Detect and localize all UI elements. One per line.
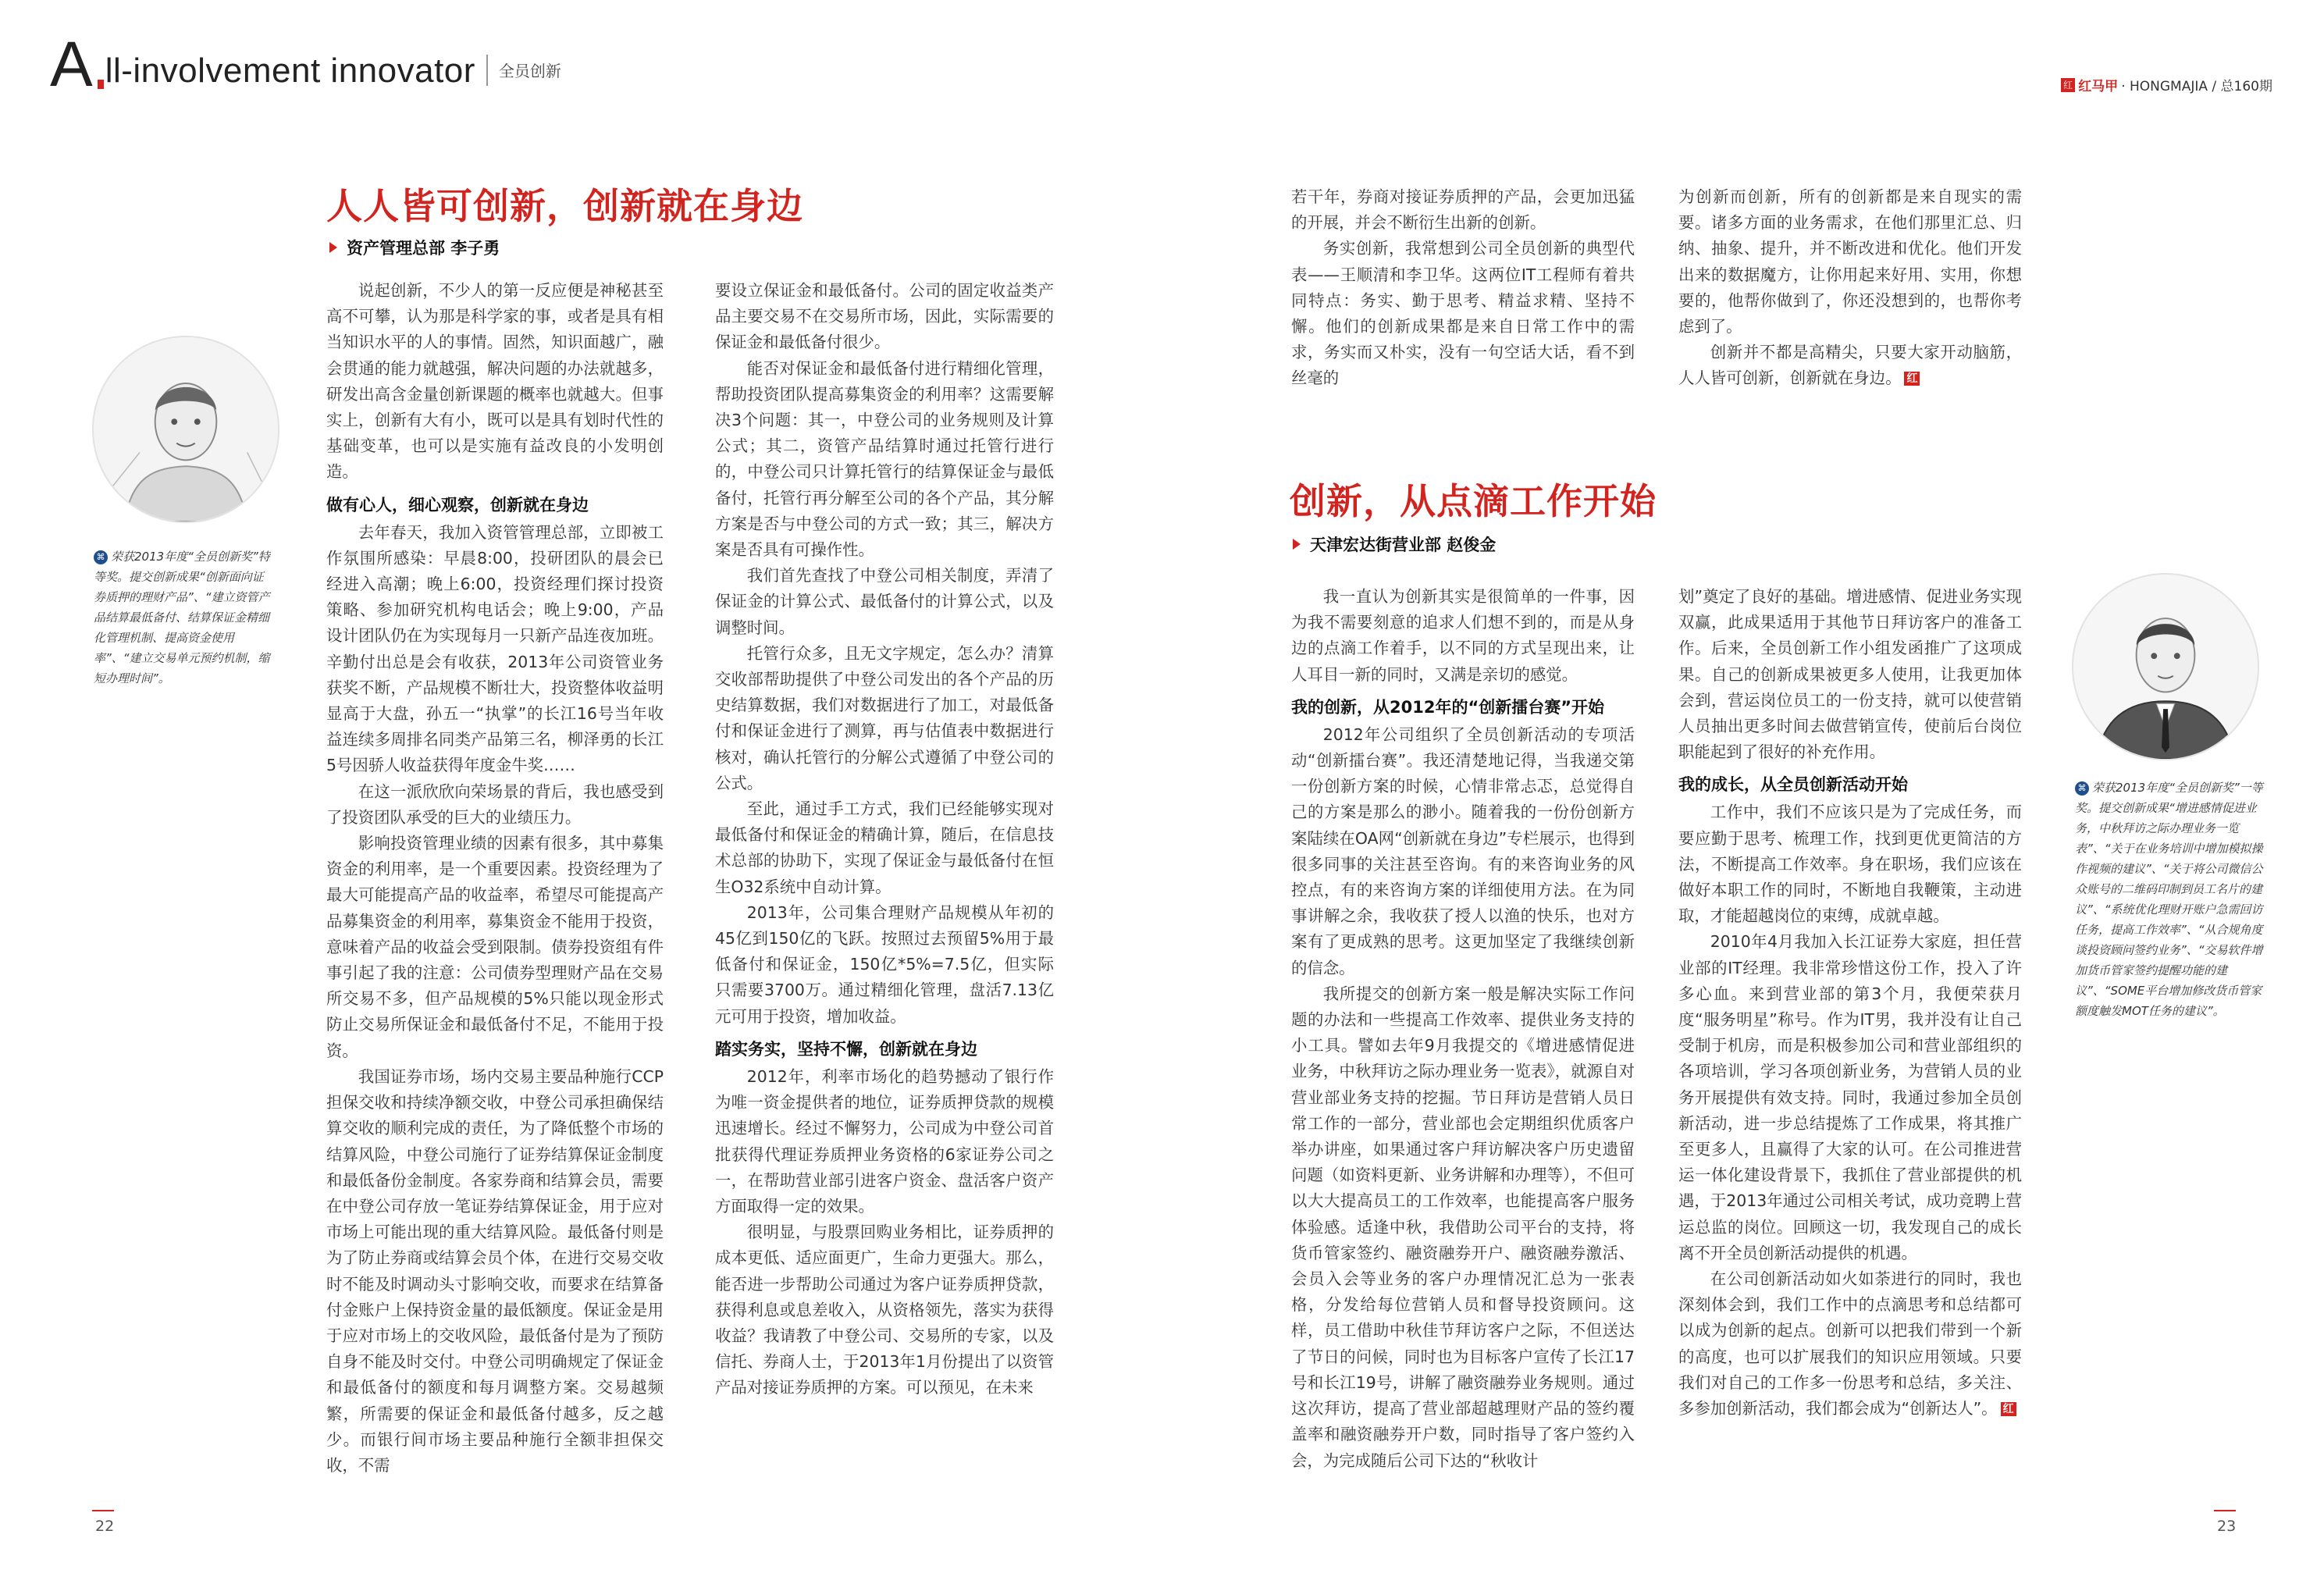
header-logo-letter: A <box>50 29 93 100</box>
article1-sidenote <box>94 546 273 689</box>
paragraph: 2010年4月我加入长江证券大家庭，担任营业部的IT经理。我非常珍惜这份工作，投入了许多心血。来到营业部的第3个月，我便荣获月度“服务明星”称号。作为IT男，我并没有让自己受制于机房，而是积极参加公司和营业部组织的各项培训，学习各项创新业务，为营销人员的业务开展提供有效支持。同时，我通过参加全员创新活动，进一步总结提炼了工作成果，将其推广至更多人，且赢得了大家的认可。在公司推进营运一体化建设背景下，我抓住了营业部提供的机遇，于2013年通过公司相关考试，成功竞聘上营运总监的岗位。回顾这一切，我发现自己的成长离不开全员创新活动提供的机遇。 <box>1678 932 2022 1262</box>
header-red-mark <box>98 80 104 89</box>
article1-column-2 <box>715 278 1054 1401</box>
paragraph: 我们首先查找了中登公司相关制度，弄清了保证金的计算公式、最低备付的计算公式，以及调整时间。 <box>715 566 1054 637</box>
paragraph: 我国证券市场，场内交易主要品种施行CCP担保交收和持续净额交收，中登公司承担确保结算交收的顺利完成的责任，为了降低整个市场的结算风险，中登公司施行了证券结算保证金制度和最低备份金制度。各家券商和结算会员，需要在中登公司存放一笔证券结算保证金，用于应对市场上可能出现的重大结算风险。最低备付则是为了防止券商或结算会员个体，在进行交易交收时不能及时调动头寸影响交收，而要求在结算备付金账户上保持资金量的最低额度。保证金是用于应对市场上的交收风险，最低备付是为了预防自身不能及时交付。中登公司明确规定了保证金和最低备付的额度和每月调整方案。交易越频繁，所需要的保证金和最低备付越多，反之越少。而银行间市场主要品种施行全额非担保交收，不需 <box>326 1066 664 1475</box>
paragraph: 我一直认为创新其实是很简单的一件事，因为我不需要刻意的追求人们想不到的，而是从身边的点滴工作着手，以不同的方式呈现出来，让人耳目一新的同时，又满是亲切的感觉。 <box>1291 587 1635 684</box>
article2-title: 创新，从点滴工作开始 <box>1290 480 1657 522</box>
article1-portrait <box>92 336 279 523</box>
section-heading: 做有心人，细心观察，创新就在身边 <box>326 495 589 514</box>
page-number-left: 22 <box>95 1518 115 1535</box>
article1-author-name: 资产管理总部 李子勇 <box>347 239 500 258</box>
paragraph: 工作中，我们不应该只是为了完成任务，而要应勤于思考、梳理工作，找到更优更简洁的方法，不断提高工作效率。身在职场，我们应该在做好本职工作的同时，不断地自我鞭策，主动进取，才能超越岗位的束缚，成就卓越。 <box>1678 803 2022 926</box>
article1-title: 人人皆可创新，创新就在身边 <box>326 185 803 227</box>
paragraph: 影响投资管理业绩的因素有很多，其中募集资金的利用率，是一个重要因素。投资经理为了最大可能提高产品的收益率，希望尽可能提高产品募集资金的利用率，募集资金不能用于投资，意味着产品的收益会受到限制。债券投资组有件事引起了我的注意：公司债券型理财产品在交易所交易不多，但产品规模的5%只能以现金形式防止交易所保证金和最低备付不足，不能用于投资。 <box>326 834 664 1060</box>
author-marker-icon <box>1293 539 1301 550</box>
section-heading: 踏实务实，坚持不懈，创新就在身边 <box>715 1039 977 1059</box>
magazine-section-header <box>50 29 561 100</box>
paragraph: 至此，通过手工方式，我们已经能够实现对最低备付和保证金的精确计算，随后，在信息技术总部的协助下，实现了保证金与最低备付在恒生O32系统中自动计算。 <box>715 799 1054 896</box>
article2-portrait <box>2072 573 2259 760</box>
article2-author-name: 天津宏达街营业部 赵俊金 <box>1310 536 1497 554</box>
brand-badge: 红 <box>2061 78 2075 92</box>
section-heading: 我的创新，从2012年的“创新擂台赛”开始 <box>1291 697 1605 717</box>
brand-issue: · HONGMAJIA / 总160期 <box>2121 79 2272 94</box>
page-number-tick <box>2214 1510 2236 1511</box>
header-divider <box>486 55 488 86</box>
author-marker-icon <box>329 242 337 253</box>
paragraph: 若干年，券商对接证券质押的产品，会更加迅猛的开展，并会不断衍生出新的创新。 <box>1291 187 1635 233</box>
paragraph: 我所提交的创新方案一般是解决实际工作问题的办法和一些提高工作效率、提供业务支持的小工具。譬如去年9月我提交的《增进感情促进业务，中秋拜访之际办理业务一览表》，就源自对营业部业务支持的挖掘。节日拜访是营销人员日常工作的一部分，营业部也会定期组织优质客户举办讲座，如果通过客户拜访解决客户历史遗留问题（如资料更新、业务讲解和办理等），不但可以大大提高员工的工作效率，也能提高客户服务体验感。适逢中秋，我借助公司平台的支持，将货币管家签约、融资融券开户、融资融券激活、会员入会等业务的客户办理情况汇总为一张表格，分发给每位营销人员和督导投资顾问。这样，员工借助中秋佳节拜访客户之际，不但送达了节日的问候，同时也为目标客户宣传了长江17号和长江19号，讲解了融资融券业务规则。通过这次拜访，提高了营业部超越理财产品的签约覆盖率和融资融券开户数，同时指导了客户签约入会，为完成随后公司下达的“秋收计 <box>1291 984 1635 1470</box>
header-logo-words: ll-involvement innovator <box>105 52 475 90</box>
brand-name: 红马甲 <box>2078 79 2119 94</box>
paragraph: 托管行众多，且无文字规定，怎么办？清算交收部帮助提供了中登公司发出的各个产品的历史结算数据，我们对数据进行了加工，对最低备付和保证金进行了测算，再与估值表中数据进行核对，确认托管行的分解公式遵循了中登公司的公式。 <box>715 643 1054 792</box>
page-number-right: 23 <box>2217 1518 2237 1535</box>
portrait-sketch-icon <box>2073 575 2258 759</box>
article1-column-1 <box>326 278 664 1479</box>
article-end-mark-icon: 红 <box>1904 372 1920 386</box>
paragraph: 在这一派欣欣向荣场景的背后，我也感受到了投资团队承受的巨大的业绩压力。 <box>326 781 664 827</box>
article1-author <box>329 236 500 259</box>
portrait-sketch-icon <box>94 337 278 522</box>
paragraph: 去年春天，我加入资管管理总部，立即被工作氛围所感染：早晨8:00，投研团队的晨会已经进入高潮；晚上6:00，投资经理们探讨投资策略、参加研究机构电话会；晚上9:00，产品设计团队仍在为实现每月一只新产品连夜加班。辛勤付出总是会有收获，2013年公司资管业务获奖不断，产品规模不断壮大，投资整体收益明显高于大盘，孙五一“执掌”的长江16号当年收益连续多周排名同类产品第三名，柳泽勇的长江5号因骄人收益获得年度金牛奖…… <box>326 522 664 775</box>
section-heading: 我的成长，从全员创新活动开始 <box>1678 775 1908 795</box>
paragraph: 在公司创新活动如火如荼进行的同时，我也深刻体会到，我们工作中的点滴思考和总结都可以成为创新的起点。创新可以把我们带到一个新的高度，也可以扩展我们的知识应用领域。只要我们对自己的工作多一份思考和总结，多关注、多参加创新活动，我们都会成为“创新达人”。 红 <box>1678 1269 2022 1419</box>
paragraph: 2012年，利率市场化的趋势撼动了银行作为唯一资金提供者的地位，证券质押贷款的规模迅速增长。经过不懈努力，公司成为中登公司首批获得代理证券质押业务资格的6家证券公司之一，在帮助营业部引进客户资金、盘活客户资产方面取得一定的效果。 <box>715 1066 1054 1216</box>
paragraph: 为创新而创新，所有的创新都是来自现实的需要。诸多方面的业务需求，在他们那里汇总、归纳、抽象、提升，并不断改进和优化。他们开发出来的数据魔方，让你用起来好用、实用，你想要的，他帮你做到了，你还没想到的，也帮你考虑到了。 <box>1678 187 2022 336</box>
article2-column-2 <box>1678 584 2022 1422</box>
paragraph: 能否对保证金和最低备付进行精细化管理，帮助投资团队提高募集资金的利用率？这需要解决3个问题：其一，中登公司的业务规则及计算公式；其二，资管产品结算时通过托管行进行的，中登公司只计算托管行的结算保证金与最低备付，托管行再分解至公司的各个产品，其分解方案是否与中登公司的方式一致；其三，解决方案是否具有可操作性。 <box>715 358 1054 560</box>
article2-author <box>1293 532 1496 556</box>
magazine-brand <box>2061 75 2272 94</box>
paragraph: 划”奠定了良好的基础。增进感情、促进业务实现双赢，此成果适用于其他节日拜访客户的准备工作。后来，全员创新工作小组发函推广了这项成果。自己的创新成果被更多人使用，让我更加体会到，营运岗位员工的一份支持，就可以使营销人员抽出更多时间去做营销宣传，使前后台岗位职能起到了很好的补充作用。 <box>1678 587 2022 762</box>
award-icon: ⌘ <box>94 550 108 564</box>
page-number-tick <box>92 1510 114 1511</box>
paragraph: 2013年，公司集合理财产品规模从年初的45亿到150亿的飞跃。按照过去预留5%用于最低备付和保证金，150亿*5%=7.5亿，但实际只需要3700万。通过精细化管理，盘活7.13亿元可用于投资，增加收益。 <box>715 902 1054 1026</box>
paragraph: 务实创新，我常想到公司全员创新的典型代表——王顺清和李卫华。这两位IT工程师有着共同特点：务实、勤于思考、精益求精、坚持不懈。他们的创新成果都是来自日常工作中的需求，务实而又朴实，没有一句空话大话，看不到丝毫的 <box>1291 239 1635 388</box>
paragraph: 很明显，与股票回购业务相比，证券质押的成本更低、适应面更广，生命力更强大。那么，能否进一步帮助公司通过为客户证券质押贷款，获得利息或息差收入，从资格领先，落实为获得收益？我请教了中登公司、交易所的专家，以及信托、券商人士，于2013年1月份提出了以资管产品对接证券质押的方案。可以预见，在未来 <box>715 1223 1054 1397</box>
paragraph: 2012年公司组织了全员创新活动的专项活动“创新擂台赛”。我还清楚地记得，当我递交第一份创新方案的时候，心情非常忐忑，总觉得自己的方案是那么的渺小。随着我的一份份创新方案陆续在OA网“创新就在身边”专栏展示，也得到很多同事的关注甚至咨询。有的来咨询业务的风控点，有的来咨询方案的详细使用方法。在为同事讲解之余，我收获了授人以渔的快乐，也对方案有了更成熟的思考。这更加坚定了我继续创新的信念。 <box>1291 724 1635 977</box>
article1-column-3 <box>1291 184 1635 392</box>
article2-sidenote <box>2075 778 2267 1021</box>
article2-column-1 <box>1291 584 1635 1474</box>
article1-column-4 <box>1678 184 2022 392</box>
header-section-name: 全员创新 <box>498 62 561 80</box>
paragraph: 要设立保证金和最低备付。公司的固定收益类产品主要交易不在交易所市场，因此，实际需要的保证金和最低备付很少。 <box>715 281 1054 352</box>
article-end-mark-icon: 红 <box>2001 1402 2016 1416</box>
paragraph: 说起创新，不少人的第一反应便是神秘甚至高不可攀，认为那是科学家的事，或者是具有相当知识水平的人的事情。固然，知识面越广，融会贯通的能力就越强，解决问题的办法就越多，研发出高含金量创新课题的概率也就越大。但事实上，创新有大有小，既可以是具有划时代性的基础变革，也可以是实施有益改良的小发明创造。 <box>326 281 664 482</box>
award-icon: ⌘ <box>2075 781 2089 796</box>
paragraph: 创新并不都是高精尖，只要大家开动脑筋，人人皆可创新，创新就在身边。 红 <box>1678 343 2022 388</box>
article2-sidenote-text: 荣获2013年度“全员创新奖”一等奖。提交创新成果“增进感情促进业务，中秋拜访之际办理业务一览表”、“关于在业务培训中增加模拟操作视频的建议”、“关于将公司微信公众账号的二维码印制到员工名片的建议”、“系统优化理财开账户急需回访任务，提高工作效率”、“从合规角度谈投资顾问签约业务”、“交易软件增加货币管家签约提醒功能的建议”、“SOME平台增加修改货币管家额度触发MOT任务的建议”。 <box>2075 781 2263 1018</box>
article1-sidenote-text: 荣获2013年度“全员创新奖”特等奖。提交创新成果“创新面向证券质押的理财产品”、“建立资管产品结算最低备付、结算保证金精细化管理机制、提高资金使用率”、“建立交易单元预约机制，缩短办理时间”。 <box>94 550 270 685</box>
